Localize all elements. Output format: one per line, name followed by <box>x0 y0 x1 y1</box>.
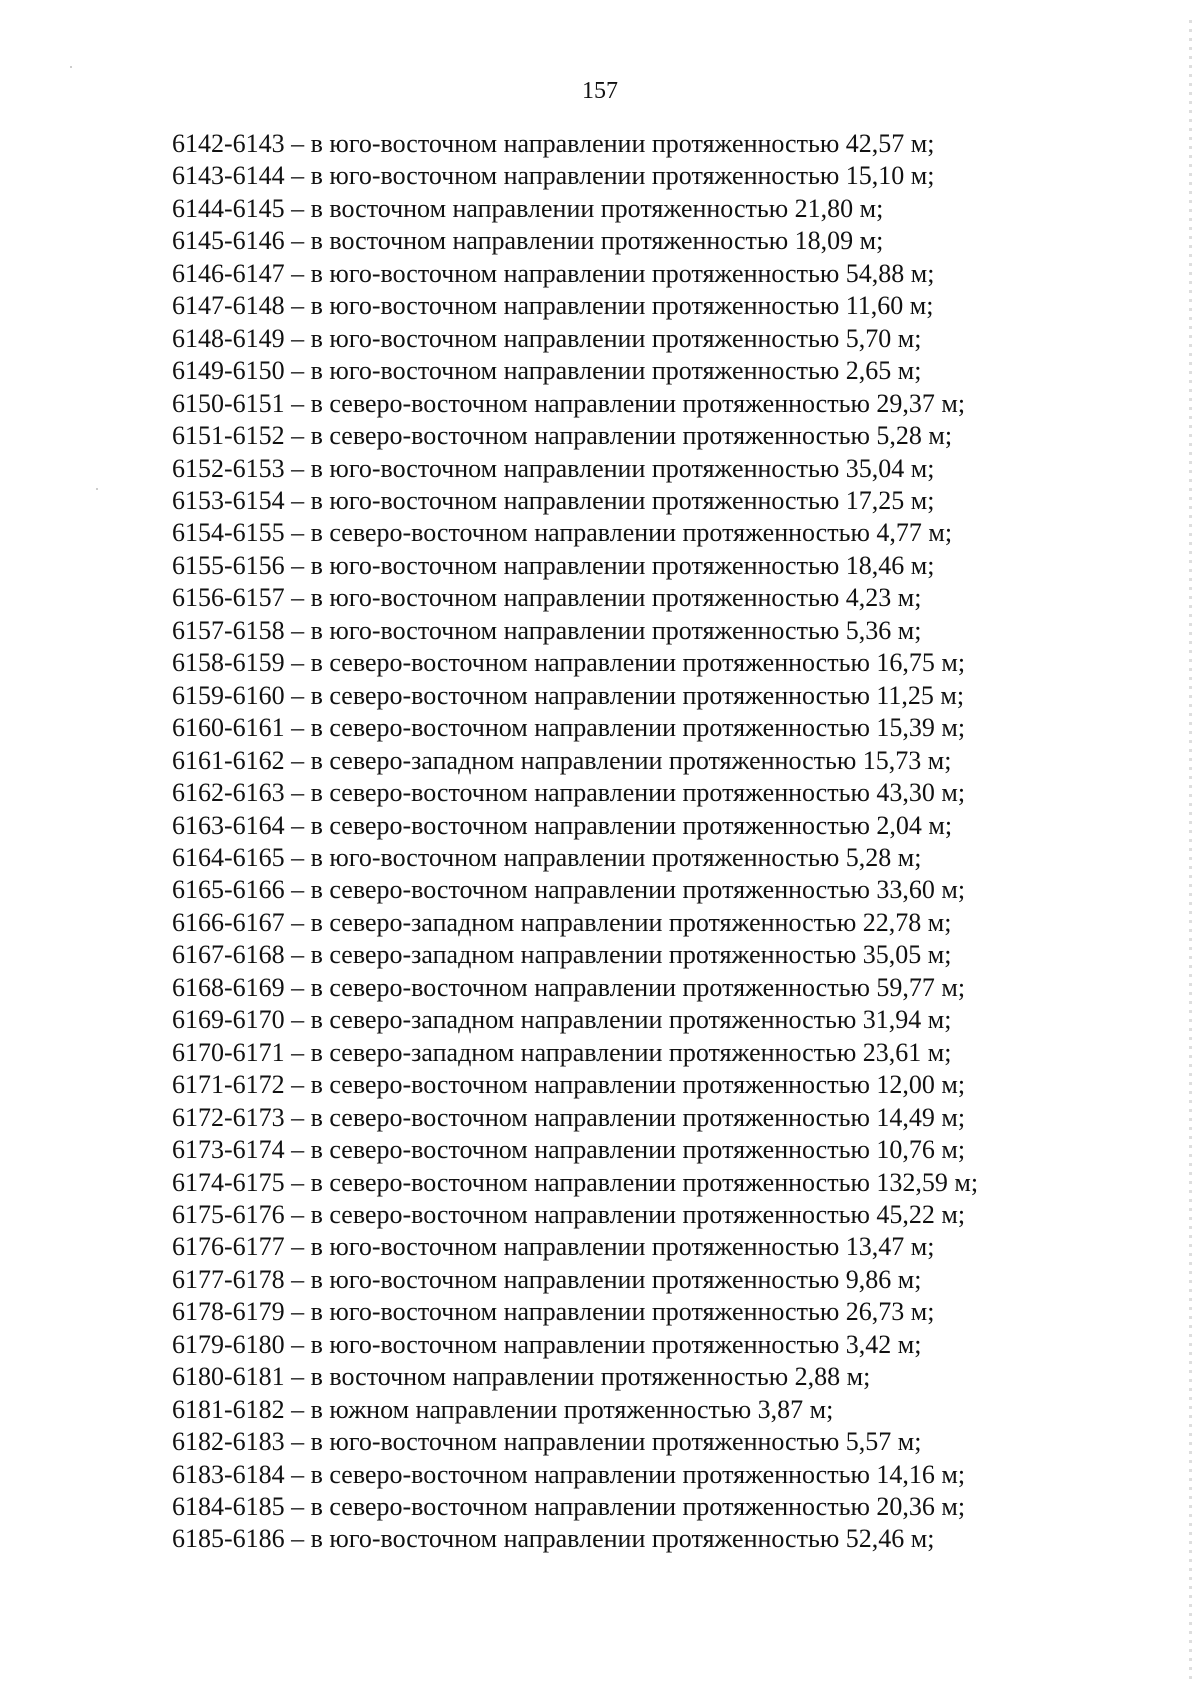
boundary-segment-line: 6162-6163 – в северо-восточном направлении протяженностью 43,30 м; <box>172 778 966 808</box>
boundary-segment-line: 6167-6168 – в северо-западном направлении протяженностью 35,05 м; <box>172 940 952 970</box>
boundary-segment-line: 6166-6167 – в северо-западном направлении протяженностью 22,78 м; <box>172 907 952 937</box>
boundary-segment-line: 6150-6151 – в северо-восточном направлении протяженностью 29,37 м; <box>172 388 966 418</box>
boundary-segment-line: 6151-6152 – в северо-восточном направлении протяженностью 5,28 м; <box>172 421 953 451</box>
boundary-segment-line: 6159-6160 – в северо-восточном направлении протяженностью 11,25 м; <box>172 680 965 710</box>
boundary-segment-line: 6183-6184 – в северо-восточном направлении протяженностью 14,16 м; <box>172 1459 966 1489</box>
boundary-segment-line: 6148-6149 – в юго-восточном направлении протяженностью 5,70 м; <box>172 323 922 353</box>
boundary-segment-line: 6153-6154 – в юго-восточном направлении протяженностью 17,25 м; <box>172 485 935 515</box>
boundary-segment-line: 6175-6176 – в северо-восточном направлении протяженностью 45,22 м; <box>172 1199 966 1229</box>
boundary-segment-line: 6160-6161 – в северо-восточном направлении протяженностью 15,39 м; <box>172 713 966 743</box>
boundary-segment-line: 6184-6185 – в северо-восточном направлении протяженностью 20,36 м; <box>172 1492 966 1522</box>
boundary-segment-line: 6170-6171 – в северо-западном направлении протяженностью 23,61 м; <box>172 1037 952 1067</box>
boundary-segment-line: 6176-6177 – в юго-восточном направлении протяженностью 13,47 м; <box>172 1232 935 1262</box>
boundary-segment-line: 6156-6157 – в юго-восточном направлении протяженностью 4,23 м; <box>172 583 922 613</box>
scan-edge-artifact <box>1189 20 1192 1680</box>
boundary-segment-line: 6171-6172 – в северо-восточном направлении протяженностью 12,00 м; <box>172 1070 966 1100</box>
boundary-segment-line: 6172-6173 – в северо-восточном направлении протяженностью 14,49 м; <box>172 1102 966 1132</box>
boundary-segment-line: 6174-6175 – в северо-восточном направлении протяженностью 132,59 м; <box>172 1167 979 1197</box>
boundary-segment-line: 6146-6147 – в юго-восточном направлении протяженностью 54,88 м; <box>172 258 935 288</box>
boundary-segment-line: 6168-6169 – в северо-восточном направлении протяженностью 59,77 м; <box>172 972 966 1002</box>
boundary-segment-line: 6164-6165 – в юго-восточном направлении протяженностью 5,28 м; <box>172 842 922 872</box>
boundary-segment-line: 6185-6186 – в юго-восточном направлении протяженностью 52,46 м; <box>172 1524 935 1554</box>
boundary-segment-line: 6180-6181 – в восточном направлении протяженностью 2,88 м; <box>172 1362 871 1392</box>
boundary-segment-line: 6142-6143 – в юго-восточном направлении протяженностью 42,57 м; <box>172 129 935 158</box>
boundary-segment-line: 6144-6145 – в восточном направлении протяженностью 21,80 м; <box>172 193 884 223</box>
boundary-segment-line: 6161-6162 – в северо-западном направлении протяженностью 15,73 м; <box>172 745 952 775</box>
boundary-segment-line: 6143-6144 – в юго-восточном направлении протяженностью 15,10 м; <box>172 161 935 191</box>
boundary-segment-line: 6154-6155 – в северо-восточном направлении протяженностью 4,77 м; <box>172 518 953 548</box>
boundary-segment-line: 6158-6159 – в северо-восточном направлении протяженностью 16,75 м; <box>172 648 966 678</box>
boundary-segment-line: 6165-6166 – в северо-восточном направлении протяженностью 33,60 м; <box>172 875 966 905</box>
boundary-segment-line: 6152-6153 – в юго-восточном направлении протяженностью 35,04 м; <box>172 453 935 483</box>
boundary-segment-line: 6179-6180 – в юго-восточном направлении протяженностью 3,42 м; <box>172 1329 922 1359</box>
boundary-segment-line: 6173-6174 – в северо-восточном направлении протяженностью 10,76 м; <box>172 1135 966 1165</box>
boundary-segment-line: 6178-6179 – в юго-восточном направлении протяженностью 26,73 м; <box>172 1297 935 1327</box>
boundary-segment-line: 6155-6156 – в юго-восточном направлении протяженностью 18,46 м; <box>172 550 935 580</box>
boundary-segment-line: 6157-6158 – в юго-восточном направлении протяженностью 5,36 м; <box>172 615 922 645</box>
boundary-segment-line: 6169-6170 – в северо-западном направлении протяженностью 31,94 м; <box>172 1005 952 1035</box>
page-number: 157 <box>582 78 618 104</box>
boundary-segment-line: 6149-6150 – в юго-восточном направлении протяженностью 2,65 м; <box>172 356 922 386</box>
boundary-segment-line: 6145-6146 – в восточном направлении протяженностью 18,09 м; <box>172 226 884 256</box>
boundary-segment-line: 6181-6182 – в южном направлении протяженностью 3,87 м; <box>172 1394 834 1424</box>
boundary-segment-list <box>172 128 978 1556</box>
scan-speck <box>70 66 72 68</box>
boundary-segment-line: 6147-6148 – в юго-восточном направлении протяженностью 11,60 м; <box>172 291 934 321</box>
boundary-segment-line: 6177-6178 – в юго-восточном направлении протяженностью 9,86 м; <box>172 1264 922 1294</box>
boundary-segment-line: 6182-6183 – в юго-восточном направлении протяженностью 5,57 м; <box>172 1427 922 1457</box>
boundary-segment-line: 6163-6164 – в северо-восточном направлении протяженностью 2,04 м; <box>172 810 953 840</box>
scan-speck <box>96 488 98 490</box>
